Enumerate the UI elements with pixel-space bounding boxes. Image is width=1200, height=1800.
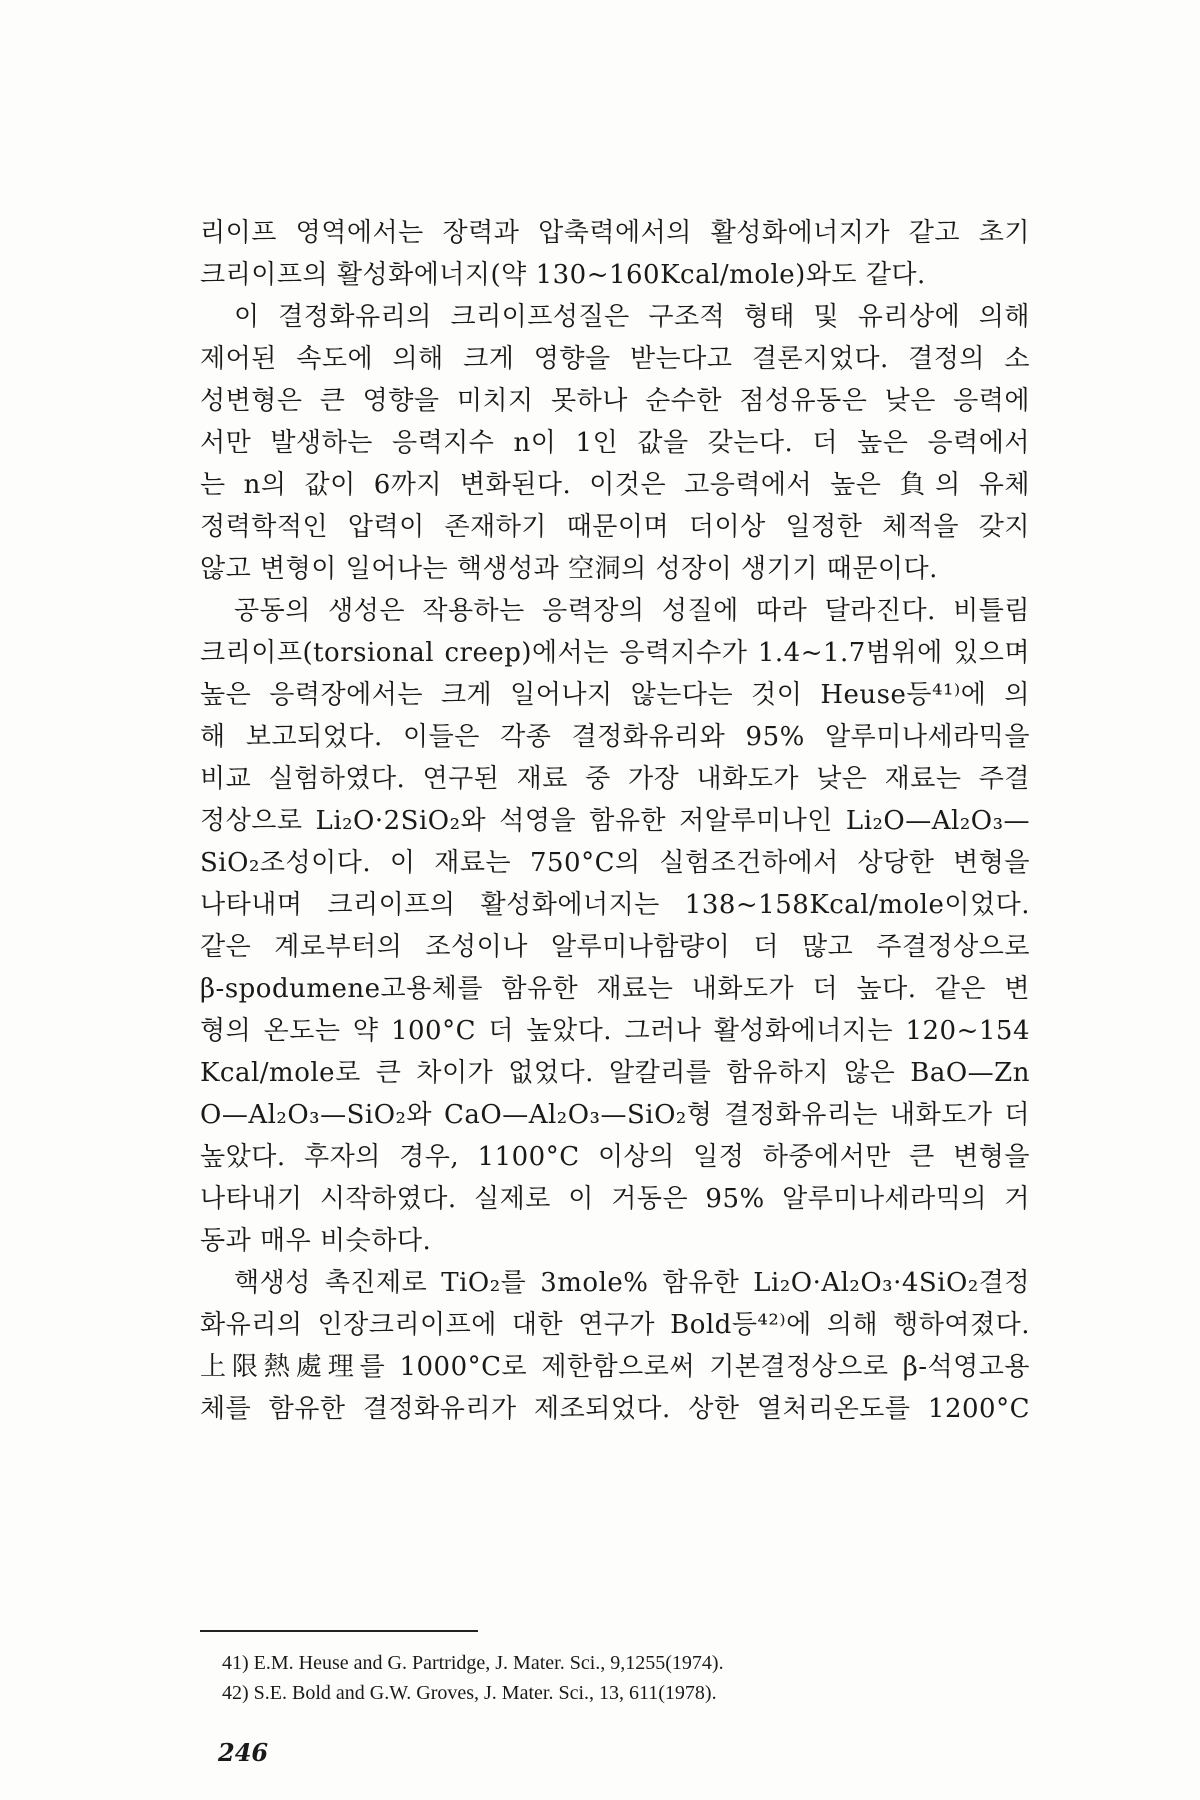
text-line: 높은 응력장에서는 크게 일어나지 않는다는 것이 Heuse등⁴¹⁾에 의 xyxy=(200,680,1030,710)
text-line: 동과 매우 비슷하다. xyxy=(200,1226,432,1256)
text-line: 크리이프의 활성화에너지(약 130~160Kcal/mole)와도 같다. xyxy=(200,260,926,290)
text-line: 같은 계로부터의 조성이나 알루미나함량이 더 많고 주결정상으로 xyxy=(200,932,1030,962)
text-line: 이 결정화유리의 크리이프성질은 구조적 형태 및 유리상에 의해 xyxy=(234,302,1030,332)
text-line: β-spodumene고용체를 함유한 재료는 내화도가 더 높다. 같은 변 xyxy=(200,974,1030,1004)
text-line: SiO₂조성이다. 이 재료는 750°C의 실험조건하에서 상당한 변형을 xyxy=(200,848,1030,878)
text-line: 않고 변형이 일어나는 핵생성과 空洞의 성장이 생기기 때문이다. xyxy=(200,554,938,584)
text-line: 핵생성 촉진제로 TiO₂를 3mole% 함유한 Li₂O·Al₂O₃·4SiO₂결정 xyxy=(234,1268,1030,1298)
footnote-42: 42) S.E. Bold and G.W. Groves, J. Mater. Sci., 13, 611(1978). xyxy=(222,1682,717,1704)
footnote-41: 41) E.M. Heuse and G. Partridge, J. Mater. Sci., 9,1255(1974). xyxy=(222,1652,724,1674)
text-line: 정상으로 Li₂O·2SiO₂와 석영을 함유한 저알루미나인 Li₂O—Al₂O₃— xyxy=(200,806,1030,836)
text-line: 성변형은 큰 영향을 미치지 못하나 순수한 점성유동은 낮은 응력에 xyxy=(200,386,1030,416)
text-line: 형의 온도는 약 100°C 더 높았다. 그러나 활성화에너지는 120~154 xyxy=(200,1016,1030,1046)
text-line: 는 n의 값이 6까지 변화된다. 이것은 고응력에서 높은 負의 유체 xyxy=(200,470,1030,500)
text-line: 정력학적인 압력이 존재하기 때문이며 더이상 일정한 체적을 갖지 xyxy=(200,512,1030,542)
text-line: 제어된 속도에 의해 크게 영향을 받는다고 결론지었다. 결정의 소 xyxy=(200,344,1030,374)
text-line: O—Al₂O₃—SiO₂와 CaO—Al₂O₃—SiO₂형 결정화유리는 내화도가 더 xyxy=(200,1100,1030,1130)
footnotes xyxy=(222,1648,1022,1708)
text-line: 체를 함유한 결정화유리가 제조되었다. 상한 열처리온도를 1200°C xyxy=(200,1394,1030,1424)
text-line: 리이프 영역에서는 장력과 압축력에서의 활성화에너지가 같고 초기 xyxy=(200,218,1030,248)
text-line: Kcal/mole로 큰 차이가 없었다. 알칼리를 함유하지 않은 BaO—Zn xyxy=(200,1058,1030,1088)
text-line: 나타내기 시작하였다. 실제로 이 거동은 95% 알루미나세라믹의 거 xyxy=(200,1184,1030,1214)
text-line: 크리이프(torsional creep)에서는 응력지수가 1.4~1.7범위에 있으며 xyxy=(200,638,1030,668)
text-line: 서만 발생하는 응력지수 n이 1인 값을 갖는다. 더 높은 응력에서 xyxy=(200,428,1030,458)
text-line: 높았다. 후자의 경우, 1100°C 이상의 일정 하중에서만 큰 변형을 xyxy=(200,1142,1030,1172)
page-number: 246 xyxy=(218,1738,269,1767)
text-line: 화유리의 인장크리이프에 대한 연구가 Bold등⁴²⁾에 의해 행하여졌다. xyxy=(200,1310,1030,1340)
text-line: 해 보고되었다. 이들은 각종 결정화유리와 95% 알루미나세라믹을 xyxy=(200,722,1030,752)
footnote-divider xyxy=(200,1630,478,1632)
text-line: 공동의 생성은 작용하는 응력장의 성질에 따라 달라진다. 비틀림 xyxy=(234,596,1030,626)
text-line: 나타내며 크리이프의 활성화에너지는 138~158Kcal/mole이었다. xyxy=(200,890,1030,920)
text-line: 上限熱處理를 1000°C로 제한함으로써 기본결정상으로 β-석영고용 xyxy=(200,1352,1030,1382)
body-text xyxy=(200,212,1030,1430)
text-line: 비교 실험하였다. 연구된 재료 중 가장 내화도가 낮은 재료는 주결 xyxy=(200,764,1030,794)
